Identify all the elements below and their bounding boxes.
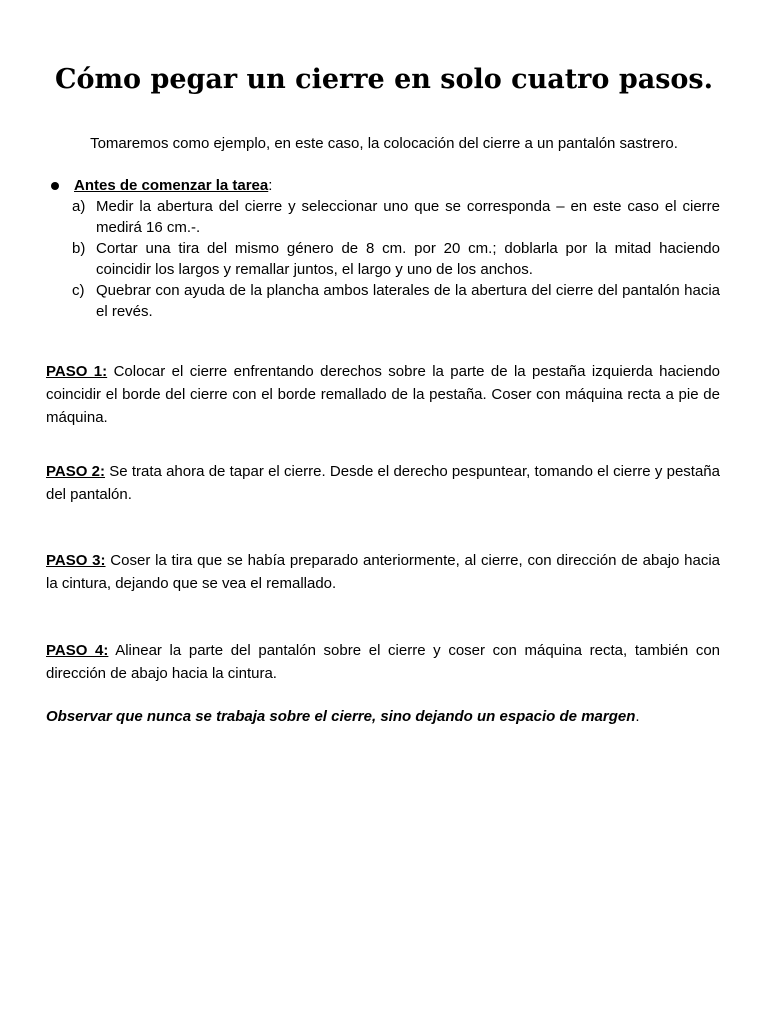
preparation-section [46, 175, 720, 322]
step-paragraph [46, 639, 720, 685]
list-item-text: Cortar una tira del mismo género de 8 cm. por 20 cm.; doblarla por la mitad haciendo coincidir los largos y remallar juntos, el largo y uno de los anchos. [96, 240, 720, 278]
list-item [46, 196, 720, 238]
list-item-text: Medir la abertura del cierre y seleccionar uno que se corresponda – en este caso el cierre medirá 16 cm.-. [96, 198, 720, 236]
page-title: Cómo pegar un cierre en solo cuatro pasos. [54, 64, 714, 95]
preparation-heading-colon: : [268, 177, 273, 194]
step-paragraph [46, 460, 720, 506]
note-text: Observar que nunca se trabaja sobre el cierre, sino dejando un espacio de margen [46, 708, 636, 725]
step-label: PASO 2: [46, 463, 105, 480]
step-text: Coser la tira que se había preparado anteriormente, al cierre, con dirección de abajo hacia la cintura, dejando que se vea el remallado. [46, 552, 721, 592]
step-text: Alinear la parte del pantalón sobre el cierre y coser con máquina recta, también con dirección de abajo hacia la cintura. [46, 642, 721, 682]
intro-paragraph: Tomaremos como ejemplo, en este caso, la colocación del cierre a un pantalón sastrero. [90, 135, 678, 152]
step-paragraph [46, 360, 720, 429]
step-paragraph [46, 549, 720, 595]
list-item-marker: a) [72, 198, 86, 215]
preparation-heading: Antes de comenzar la tarea [74, 177, 269, 194]
list-item [46, 238, 720, 280]
step-text: Se trata ahora de tapar el cierre. Desde el derecho pespuntear, tomando el cierre y pestaña del pantalón. [46, 463, 720, 503]
step-label: PASO 4: [46, 642, 109, 659]
closing-note [46, 706, 720, 728]
step-text: Colocar el cierre enfrentando derechos sobre la parte de la pestaña izquierda haciendo coincidir el borde del cierre con el borde remallado de la pestaña. Coser con máquina recta a pie de máquina. [46, 363, 721, 426]
note-period: . [635, 708, 640, 725]
preparation-heading-line [46, 175, 720, 196]
preparation-list [46, 196, 720, 322]
list-item [46, 280, 720, 322]
list-item-marker: c) [72, 282, 85, 299]
list-item-text: Quebrar con ayuda de la plancha ambos laterales de la abertura del cierre del pantalón hacia el revés. [96, 282, 720, 320]
step-label: PASO 3: [46, 552, 106, 569]
list-item-marker: b) [72, 240, 86, 257]
bullet-icon [51, 182, 59, 190]
step-label: PASO 1: [46, 363, 108, 380]
